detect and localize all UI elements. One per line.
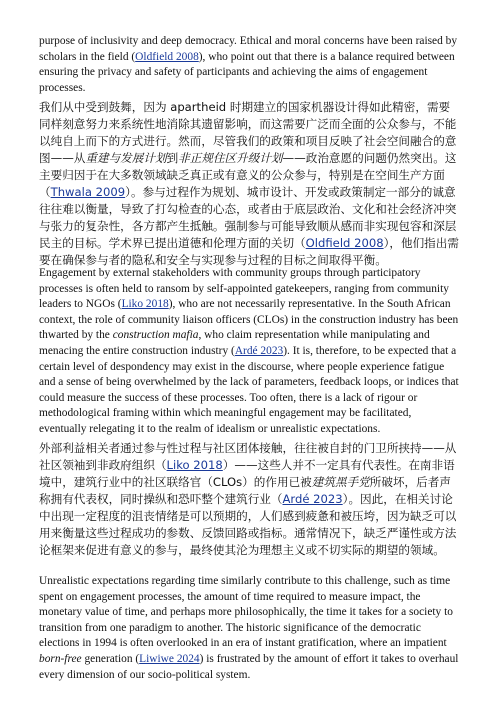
text-run: ）。因此，在相关讨论中出现一定程度的沮丧情绪是可以预期的，人们感到疲惫和被压垮，因为缺乏可以用来衡量这些过程成功的参数、反馈回路或指标。通常情况下，缺乏严谨性或方法论框架来促进有意义的参与，最终使其沦为理想主义或不切实际的期望的领域。 [39, 492, 457, 557]
emphasis-upgrading-programme: 非正规住区升级计划 [178, 151, 283, 165]
text-run: purpose of inclusivity and deep democracy. Ethical and moral concerns have been raised by scholars in the field ( [39, 35, 458, 63]
text-run: ). It is, therefore, to be expected that a certain level of despondency may exist in the discourse, where people experience fatigue and a sense of being overwhelmed by the lack of parameters, feedback loops, or indices that could measure the success of these processes. Too often, there is a lack of rigour or methodological framing within which meaningful engagement may be facilitated, eventually relegating it to the realm of idealism or unrealistic expectations. [39, 344, 459, 435]
paragraph-chinese-public-participation [39, 99, 461, 269]
citation-link-oldfield-2008[interactable]: Oldfield 2008 [135, 50, 199, 63]
text-run: ) is frustrated by the amount of effort it takes to overhaul every dimension of our socio-political system. [39, 652, 459, 681]
emphasis-rdp: 重建与发展计划 [85, 151, 167, 165]
text-run: 外部利益相关者通过参与性过程与社区团体接触，往往被自封的门卫所挟持——从社区领袖到非政府组织（ [39, 441, 457, 472]
text-run: ), who point out that there is a balance required between ensuring the privacy and safety of participants and achieving the aims of engagement processes. [39, 50, 455, 94]
text-run: generation ( [81, 652, 140, 665]
text-run: ），他们指出需要在确保参与者的隐私和安全与实现参与过程的目标之间取得平衡。 [39, 236, 459, 267]
emphasis-born-free: born-free [39, 652, 82, 665]
text-run: ), who are not necessarily representative. In the South African context, the role of community liaison officers (CLOs) in the construction industry has been thwarted by the [39, 298, 459, 342]
paragraph-unrealistic-expectations [39, 574, 461, 683]
citation-link-oldfield-2008[interactable]: Oldfield 2008 [305, 236, 384, 250]
text-run: Unrealistic expectations regarding time similarly contribute to this challenge, such as time spent on engagement processes, the amount of time required to measure impact, the monetary value of time, and perhaps more philosophically, the time it takes for a society to transition from one paradigm to another. The historic significance of the democratic elections in 1994 is often overlooked in an era of instant gratification, where an impatient [39, 575, 453, 650]
emphasis-construction-mafia: 建筑黑手党 [311, 475, 370, 489]
text-run: ）——这些人并不一定具有代表性。在南非语境中，建筑行业中的社区联络官（CLOs）的作用已被 [39, 458, 455, 489]
text-run: , who claim representation while manipulating and menacing the entire construction industry ( [39, 329, 430, 357]
text-run: ——政治意愿的问题仍然突出。这主要归因于在大多数领域缺乏真正或有意义的公众参与，特别是在空间生产方面（ [39, 151, 457, 199]
citation-link-liko-2018[interactable]: Liko 2018 [166, 458, 223, 472]
text-run: 所破坏，后者声称拥有代表权，同时操纵和恐吓整个建筑行业（ [39, 475, 451, 506]
paragraph-chinese-gatekeepers [39, 440, 461, 559]
emphasis-construction-mafia: construction mafia [112, 329, 199, 342]
text-run: Engagement by external stakeholders with community groups through participatory processes is often held to ransom by self-appointed gatekeepers, ranging from community leaders to NGOs ( [39, 267, 449, 311]
citation-link-liwiwe-2024[interactable]: Liwiwe 2024 [139, 652, 200, 665]
text-run: ）。参与过程作为规划、城市设计、开发或政策制定一部分的诚意往往难以衡量，导致了打勾检查的心态，或者由于底层政治、文化和社会经济冲突与张力的复杂性，各方都产生抵触。强制参与可能导致顺从感而非实现包容和深层民主的目标。学术界已提出道德和伦理方面的关切（ [39, 185, 457, 250]
citation-link-arde-2023[interactable]: Ardé 2023 [282, 492, 343, 506]
citation-link-liko-2018[interactable]: Liko 2018 [121, 298, 169, 311]
text-run: 我们从中受到鼓舞，因为 apartheid 时期建立的国家机器设计得如此精密，需要同样刻意努力来系统性地消除其遗留影响，而这需要广泛而全面的公众参与，不能以纯自上而下的方式进行。然而，尽管我们的政策和项目反映了社会空间融合的意图——从 [39, 100, 457, 165]
citation-link-thwala-2009[interactable]: Thwala 2009 [50, 185, 126, 199]
text-run: 到 [166, 151, 179, 165]
citation-link-arde-2023[interactable]: Ardé 2023 [234, 344, 284, 357]
paragraph-privacy-safety [39, 34, 461, 96]
paragraph-gatekeepers [39, 266, 461, 438]
